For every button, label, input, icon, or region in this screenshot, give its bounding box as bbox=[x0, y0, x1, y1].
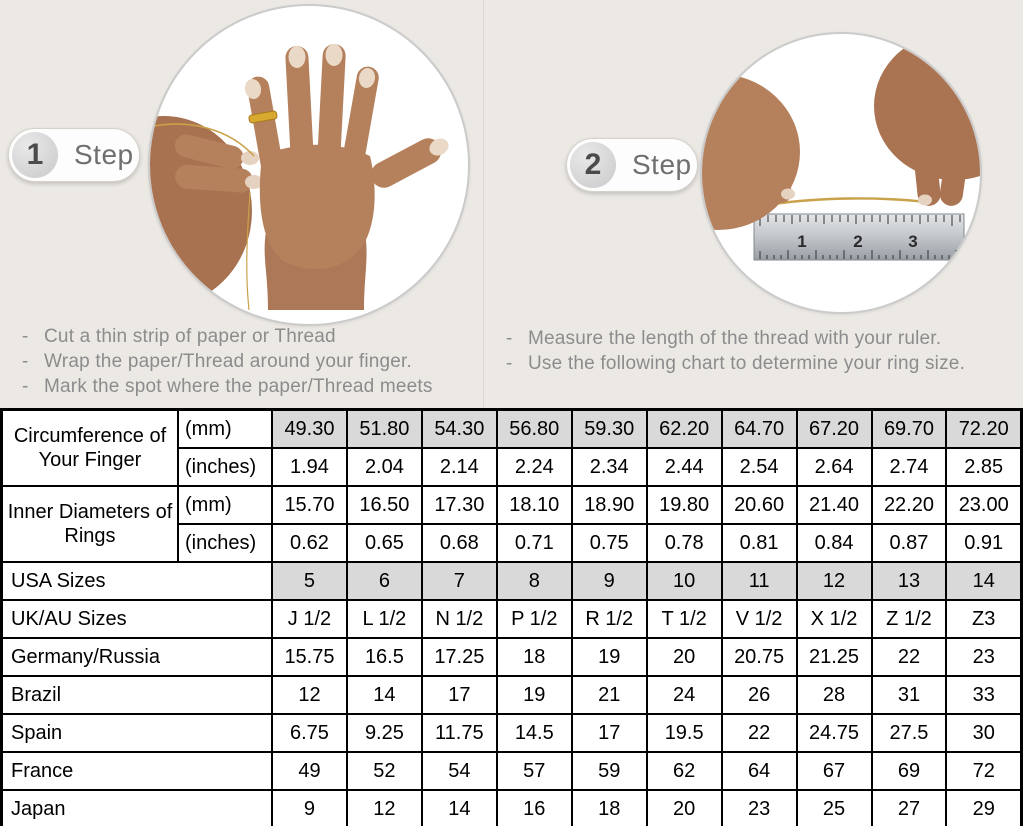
bullet-dash: - bbox=[22, 376, 29, 397]
table-cell: 15.70 bbox=[272, 486, 347, 524]
table-cell: X 1/2 bbox=[797, 600, 872, 638]
table-cell: 11.75 bbox=[422, 714, 497, 752]
row-label: USA Sizes bbox=[2, 562, 273, 600]
instruction-item bbox=[22, 324, 487, 349]
table-cell: 22.20 bbox=[872, 486, 947, 524]
table-cell: 11 bbox=[722, 562, 797, 600]
table-cell: 54 bbox=[422, 752, 497, 790]
table-cell: 0.87 bbox=[872, 524, 947, 562]
table-cell: 19 bbox=[497, 676, 572, 714]
row-group-label: Inner Diameters of Rings bbox=[2, 486, 179, 562]
table-cell: J 1/2 bbox=[272, 600, 347, 638]
ruler-number-1: 1 bbox=[797, 232, 807, 251]
row-label: Brazil bbox=[2, 676, 273, 714]
instruction-text: Wrap the paper/Thread around your finger. bbox=[44, 351, 413, 372]
table-cell: 0.65 bbox=[347, 524, 422, 562]
row-label: France bbox=[2, 752, 273, 790]
table-cell: 22 bbox=[872, 638, 947, 676]
table-cell: 0.71 bbox=[497, 524, 572, 562]
row-label: Japan bbox=[2, 790, 273, 826]
table-cell: 20 bbox=[647, 790, 722, 826]
table-cell: 59.30 bbox=[572, 410, 647, 449]
table-cell: 7 bbox=[422, 562, 497, 600]
step1-photo bbox=[148, 4, 470, 326]
table-cell: 12 bbox=[347, 790, 422, 826]
table-cell: 57 bbox=[497, 752, 572, 790]
table-cell: 17 bbox=[572, 714, 647, 752]
table-cell: 0.75 bbox=[572, 524, 647, 562]
table-cell: 72 bbox=[946, 752, 1021, 790]
ring-size-table-body bbox=[2, 410, 1022, 826]
table-cell: 2.74 bbox=[872, 448, 947, 486]
table-cell: 14 bbox=[422, 790, 497, 826]
table-cell: 16.5 bbox=[347, 638, 422, 676]
bullet-dash: - bbox=[22, 326, 29, 347]
table-cell: 12 bbox=[272, 676, 347, 714]
table-cell: 14 bbox=[946, 562, 1021, 600]
table-cell: T 1/2 bbox=[647, 600, 722, 638]
table-cell: 8 bbox=[497, 562, 572, 600]
instruction-item bbox=[506, 326, 1021, 351]
unit-label: (mm) bbox=[178, 486, 272, 524]
table-cell: 2.54 bbox=[722, 448, 797, 486]
table-cell: 19.80 bbox=[647, 486, 722, 524]
table-cell: V 1/2 bbox=[722, 600, 797, 638]
table-cell: R 1/2 bbox=[572, 600, 647, 638]
table-cell: 20.60 bbox=[722, 486, 797, 524]
table-cell: 2.04 bbox=[347, 448, 422, 486]
table-cell: P 1/2 bbox=[497, 600, 572, 638]
table-cell: 30 bbox=[946, 714, 1021, 752]
table-cell: 18.10 bbox=[497, 486, 572, 524]
table-cell: 17.25 bbox=[422, 638, 497, 676]
table-cell: 0.78 bbox=[647, 524, 722, 562]
table-cell: 0.91 bbox=[946, 524, 1021, 562]
table-cell: 64.70 bbox=[722, 410, 797, 449]
row-label: UK/AU Sizes bbox=[2, 600, 273, 638]
step2-instructions bbox=[506, 326, 1021, 376]
hand-with-ring-illustration bbox=[150, 6, 468, 324]
unit-label: (inches) bbox=[178, 524, 272, 562]
table-cell: 27 bbox=[872, 790, 947, 826]
instruction-text: Mark the spot where the paper/Thread meets bbox=[44, 376, 433, 397]
table-cell: 17 bbox=[422, 676, 497, 714]
table-cell: 20.75 bbox=[722, 638, 797, 676]
table-cell: 6.75 bbox=[272, 714, 347, 752]
table-cell: 56.80 bbox=[497, 410, 572, 449]
step2-photo bbox=[700, 32, 982, 314]
table-cell: 54.30 bbox=[422, 410, 497, 449]
table-cell: 14.5 bbox=[497, 714, 572, 752]
table-cell: L 1/2 bbox=[347, 600, 422, 638]
table-cell: 31 bbox=[872, 676, 947, 714]
table-cell: 2.24 bbox=[497, 448, 572, 486]
table-cell: 2.34 bbox=[572, 448, 647, 486]
table-cell: 29 bbox=[946, 790, 1021, 826]
instruction-item bbox=[22, 349, 487, 374]
table-cell: 1.94 bbox=[272, 448, 347, 486]
table-cell: 21.25 bbox=[797, 638, 872, 676]
measuring-illustration bbox=[702, 34, 980, 312]
table-cell: 16.50 bbox=[347, 486, 422, 524]
ruler-number-2: 2 bbox=[853, 232, 863, 251]
table-cell: 19 bbox=[572, 638, 647, 676]
instruction-item bbox=[22, 374, 487, 399]
instruction-item bbox=[506, 351, 1021, 376]
table-cell: 18.90 bbox=[572, 486, 647, 524]
step1-number-icon: 1 bbox=[12, 132, 58, 178]
ruler-icon bbox=[754, 214, 964, 260]
table-cell: 0.68 bbox=[422, 524, 497, 562]
table-row bbox=[2, 676, 1022, 714]
table-cell: 16 bbox=[497, 790, 572, 826]
table-cell: 69.70 bbox=[872, 410, 947, 449]
table-cell: 2.64 bbox=[797, 448, 872, 486]
table-cell: 28 bbox=[797, 676, 872, 714]
table-cell: 10 bbox=[647, 562, 722, 600]
step1-label: Step bbox=[74, 139, 134, 170]
table-cell: 12 bbox=[797, 562, 872, 600]
table-cell: 24 bbox=[647, 676, 722, 714]
table-cell: 18 bbox=[497, 638, 572, 676]
table-cell: N 1/2 bbox=[422, 600, 497, 638]
step2-label: Step bbox=[632, 149, 692, 180]
table-row bbox=[2, 752, 1022, 790]
table-cell: 21 bbox=[572, 676, 647, 714]
row-group-label: Circumference of Your Finger bbox=[2, 410, 179, 487]
row-label: Germany/Russia bbox=[2, 638, 273, 676]
table-cell: 24.75 bbox=[797, 714, 872, 752]
instruction-text: Use the following chart to determine your ring size. bbox=[528, 353, 966, 374]
table-cell: 0.84 bbox=[797, 524, 872, 562]
table-cell: 18 bbox=[572, 790, 647, 826]
main-hand bbox=[245, 44, 445, 310]
table-cell: 72.20 bbox=[946, 410, 1021, 449]
table-cell: 22 bbox=[722, 714, 797, 752]
table-row bbox=[2, 410, 1022, 449]
table-cell: Z 1/2 bbox=[872, 600, 947, 638]
table-row bbox=[2, 600, 1022, 638]
table-cell: 2.14 bbox=[422, 448, 497, 486]
table-cell: 19.5 bbox=[647, 714, 722, 752]
table-cell: 9 bbox=[572, 562, 647, 600]
table-cell: 67 bbox=[797, 752, 872, 790]
table-cell: 20 bbox=[647, 638, 722, 676]
table-cell: 14 bbox=[347, 676, 422, 714]
table-cell: 27.5 bbox=[872, 714, 947, 752]
table-cell: 62.20 bbox=[647, 410, 722, 449]
instruction-text: Measure the length of the thread with your ruler. bbox=[528, 328, 942, 349]
table-cell: 0.81 bbox=[722, 524, 797, 562]
table-cell: 2.85 bbox=[946, 448, 1021, 486]
table-cell: 21.40 bbox=[797, 486, 872, 524]
unit-label: (mm) bbox=[178, 410, 272, 449]
unit-label: (inches) bbox=[178, 448, 272, 486]
table-cell: 62 bbox=[647, 752, 722, 790]
step2-badge bbox=[566, 138, 698, 192]
bullet-dash: - bbox=[506, 353, 513, 374]
table-row bbox=[2, 562, 1022, 600]
table-cell: 49.30 bbox=[272, 410, 347, 449]
left-hand bbox=[702, 74, 800, 230]
table-cell: 2.44 bbox=[647, 448, 722, 486]
ring-size-table bbox=[0, 408, 1023, 826]
table-cell: 26 bbox=[722, 676, 797, 714]
table-cell: 64 bbox=[722, 752, 797, 790]
step1-badge bbox=[8, 128, 140, 182]
table-cell: 9 bbox=[272, 790, 347, 826]
table-cell: 51.80 bbox=[347, 410, 422, 449]
row-label: Spain bbox=[2, 714, 273, 752]
table-cell: 23 bbox=[722, 790, 797, 826]
bullet-dash: - bbox=[22, 351, 29, 372]
table-cell: 13 bbox=[872, 562, 947, 600]
table-cell: 9.25 bbox=[347, 714, 422, 752]
table-cell: 17.30 bbox=[422, 486, 497, 524]
table-row bbox=[2, 714, 1022, 752]
table-row bbox=[2, 638, 1022, 676]
table-cell: 6 bbox=[347, 562, 422, 600]
ruler-number-3: 3 bbox=[908, 232, 918, 251]
table-cell: 15.75 bbox=[272, 638, 347, 676]
step2-number-icon: 2 bbox=[570, 142, 616, 188]
table-cell: 0.62 bbox=[272, 524, 347, 562]
table-cell: 49 bbox=[272, 752, 347, 790]
step1-instructions bbox=[22, 324, 487, 399]
table-cell: Z3 bbox=[946, 600, 1021, 638]
thread-line bbox=[774, 198, 926, 204]
table-cell: 67.20 bbox=[797, 410, 872, 449]
table-cell: 69 bbox=[872, 752, 947, 790]
table-cell: 52 bbox=[347, 752, 422, 790]
table-cell: 33 bbox=[946, 676, 1021, 714]
table-row bbox=[2, 790, 1022, 826]
table-cell: 25 bbox=[797, 790, 872, 826]
table-row bbox=[2, 486, 1022, 524]
instruction-text: Cut a thin strip of paper or Thread bbox=[44, 326, 336, 347]
table-cell: 23.00 bbox=[946, 486, 1021, 524]
bullet-dash: - bbox=[506, 328, 513, 349]
table-cell: 23 bbox=[946, 638, 1021, 676]
table-cell: 59 bbox=[572, 752, 647, 790]
table-cell: 5 bbox=[272, 562, 347, 600]
right-hand bbox=[874, 34, 980, 207]
